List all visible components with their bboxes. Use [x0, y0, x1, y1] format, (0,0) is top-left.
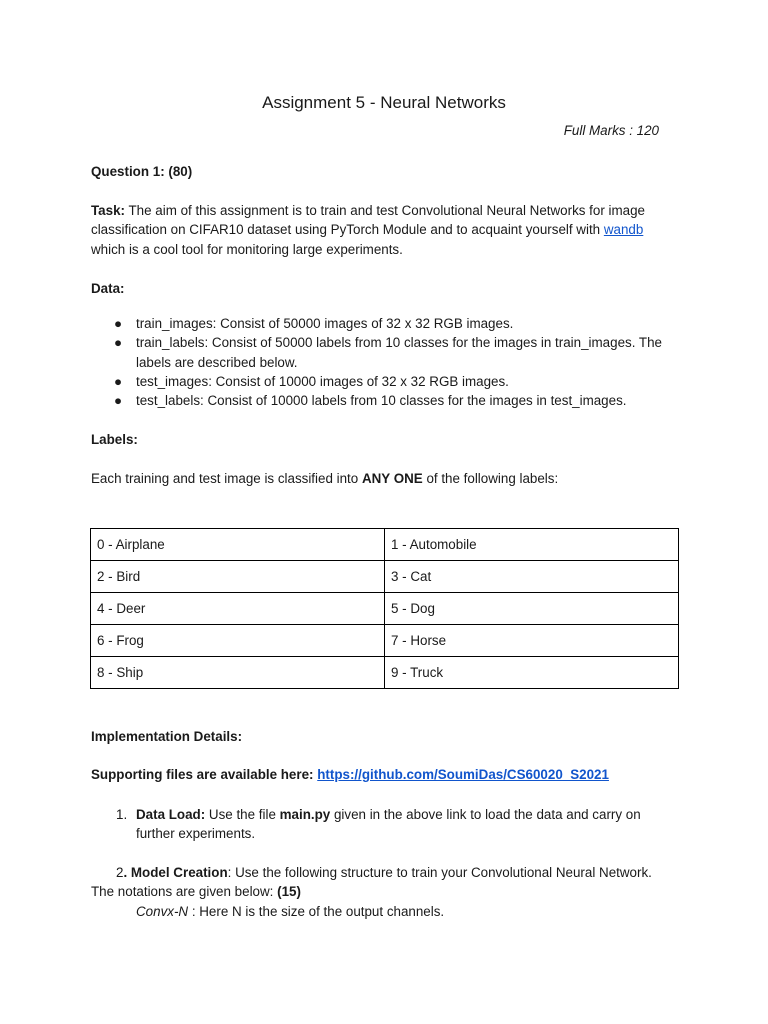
- step-1-text-end: given in the above link to load the data and carry on: [330, 807, 641, 822]
- step-2-label: Model Creation: [127, 865, 228, 880]
- step-1-text: Use the file: [205, 807, 280, 822]
- labels-intro: [91, 471, 558, 486]
- step-1-line-1: [136, 807, 641, 822]
- table-cell: 5 - Dog: [385, 593, 679, 625]
- labels-intro-text: Each training and test image is classified into: [91, 471, 362, 486]
- list-item-continuation: labels are described below.: [136, 355, 298, 370]
- list-item: test_images: Consist of 10000 images of 32 x 32 RGB images.: [136, 374, 509, 389]
- table-cell: 4 - Deer: [91, 593, 385, 625]
- supporting-files-label: Supporting files are available here:: [91, 767, 318, 782]
- label-table: [90, 528, 679, 689]
- table-cell: 7 - Horse: [385, 625, 679, 657]
- step-2-line-2: [91, 884, 301, 899]
- question-heading: Question 1: (80): [91, 164, 193, 179]
- step-1-line-2: further experiments.: [136, 826, 256, 841]
- table-cell: 8 - Ship: [91, 657, 385, 689]
- table-row: [91, 529, 679, 561]
- step-1-number: 1.: [116, 807, 128, 822]
- labels-intro-bold: ANY ONE: [361, 471, 423, 486]
- github-link[interactable]: https://github.com/SoumiDas/CS60020_S2021: [317, 767, 609, 782]
- task-label: Task:: [91, 203, 125, 218]
- table-cell: 2 - Bird: [91, 561, 385, 593]
- table-row: [91, 593, 679, 625]
- table-row: [91, 625, 679, 657]
- table-cell: 0 - Airplane: [91, 529, 385, 561]
- list-item: test_labels: Consist of 10000 labels from 10 classes for the images in test_images.: [136, 393, 627, 408]
- step-2-text: : Use the following structure to train your Convolutional Neural Network.: [227, 865, 652, 880]
- labels-heading: Labels:: [91, 432, 138, 447]
- task-line-3: which is a cool tool for monitoring large experiments.: [91, 242, 403, 257]
- table-cell: 1 - Automobile: [385, 529, 679, 561]
- task-line-2: [91, 222, 643, 237]
- step-2-marks: (15): [277, 884, 301, 899]
- bullet-icon: ●: [114, 316, 123, 331]
- step-2-line-1: [116, 865, 652, 880]
- list-item: train_images: Consist of 50000 images of 32 x 32 RGB images.: [136, 316, 514, 331]
- wandb-link[interactable]: wandb: [603, 222, 644, 237]
- bullet-icon: ●: [114, 374, 123, 389]
- convx-description: : Here N is the size of the output channels.: [188, 904, 445, 919]
- step-2-line-3: [136, 904, 444, 919]
- page-title: Assignment 5 - Neural Networks: [262, 93, 506, 112]
- list-item: train_labels: Consist of 50000 labels from 10 classes for the images in train_images. The: [136, 335, 662, 350]
- implementation-heading: Implementation Details:: [91, 729, 243, 744]
- step-2-number: 2: [116, 865, 124, 880]
- bullet-icon: ●: [114, 393, 123, 408]
- table-cell: 3 - Cat: [385, 561, 679, 593]
- step-2-notation-text: The notations are given below:: [91, 884, 278, 899]
- labels-intro-text-end: of the following labels:: [422, 471, 559, 486]
- step-1-label: Data Load:: [136, 807, 206, 822]
- main-py-filename: main.py: [279, 807, 331, 822]
- step-2-dot: .: [123, 865, 128, 880]
- supporting-files-line: [91, 767, 609, 782]
- table-row: [91, 657, 679, 689]
- data-heading: Data:: [91, 281, 125, 296]
- table-row: [91, 561, 679, 593]
- task-line-1: [91, 203, 645, 218]
- table-cell: 9 - Truck: [385, 657, 679, 689]
- bullet-icon: ●: [114, 335, 123, 350]
- task-text-1: The aim of this assignment is to train and test Convolutional Neural Networks for image: [125, 203, 645, 218]
- task-text-2: classification on CIFAR10 dataset using PyTorch Module and to acquaint yourself with: [91, 222, 604, 237]
- convx-notation: Convx-N: [136, 904, 189, 919]
- table-cell: 6 - Frog: [91, 625, 385, 657]
- full-marks: Full Marks : 120: [563, 123, 659, 138]
